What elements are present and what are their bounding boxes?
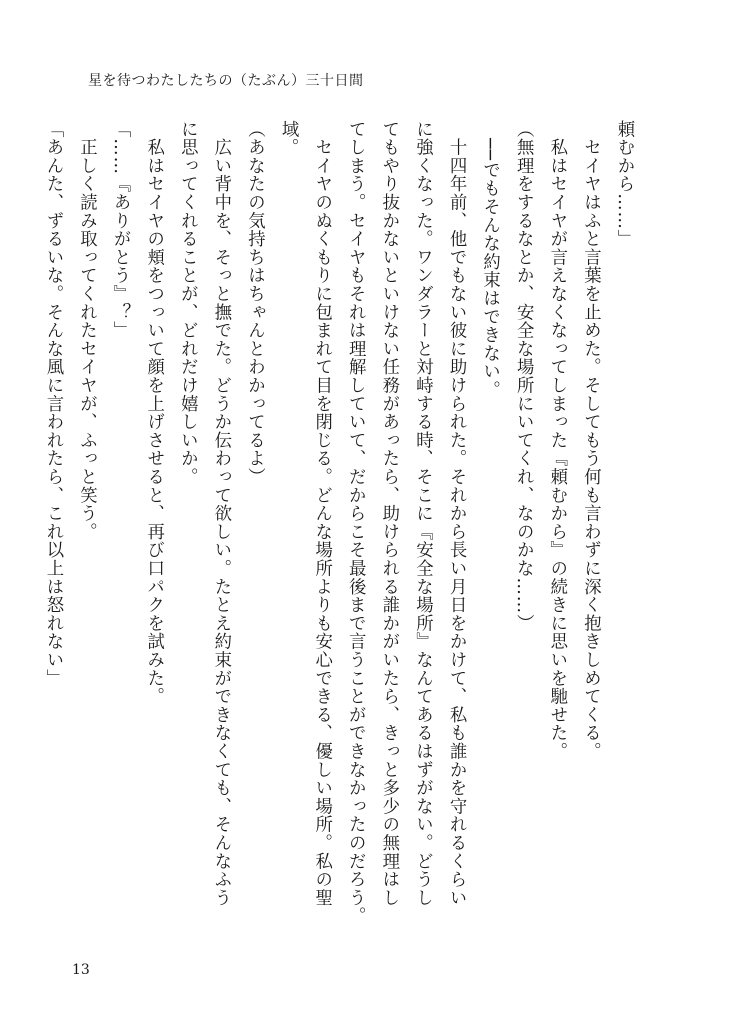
text-line: 私はセイヤの頬をつっいて顔を上げさせると、再び口パクを試みた。: [143, 120, 164, 706]
text-line: （無理をするなとか、安全な場所にいてくれ、なのかな……）: [513, 120, 534, 633]
text-line: に思ってくれることが、どれだけ嬉しいか。: [177, 120, 198, 486]
text-line: セイヤのぬくもりに包まれて目を閉じる。どんな場所よりも安心できる、優しい場所。私の聖: [311, 120, 332, 907]
text-line: 「あんた、ずるいな。そんな風に言われたら、これ以上は怒れない」: [42, 120, 63, 688]
text-line: 「……『ありがとう』？」: [110, 120, 131, 340]
text-line: 域。: [278, 120, 299, 157]
text-line: ──でもそんな約束はできない。: [479, 120, 500, 399]
body-text: [35, 120, 640, 926]
text-line: （あなたの気持ちはちゃんとわかってるよ）: [244, 120, 265, 486]
text-line: 正しく読み取ってくれたセイヤが、ふっと笑う。: [76, 120, 97, 541]
text-line: 十四年前、他でもない彼に助けられた。それから長い月日をかけて、私も誰かを守れるくらい: [446, 120, 467, 907]
text-line: に強くなった。ワンダラーと対峙する時、そこに『安全な場所』なんてあるはずがない。どうし: [412, 120, 433, 907]
text-line: 私はセイヤが言えなくなってしまった『頼むから』の続きに思いを馳せた。: [546, 120, 567, 761]
running-head: 星を待つわたしたちの（たぶん）三十日間: [88, 73, 364, 89]
text-line: 頼むから……」: [614, 120, 634, 249]
page-number: 13: [72, 962, 90, 978]
text-line: 広い背中を、そっと撫でた。どうか伝わって欲しい。たとえ約束ができなくても、そんなふう: [210, 120, 231, 907]
text-line: てしまう。セイヤもそれは理解していて、だからこそ最後まで言うことができなかったのだろう。: [345, 120, 366, 926]
text-line: セイヤはふと言葉を止めた。そしてもう何も言わずに深く抱きしめてくる。: [580, 120, 601, 761]
text-line: てもやり抜かないといけない任務があったら、助けられる誰かがいたら、きっと多少の無理はし: [378, 120, 399, 907]
